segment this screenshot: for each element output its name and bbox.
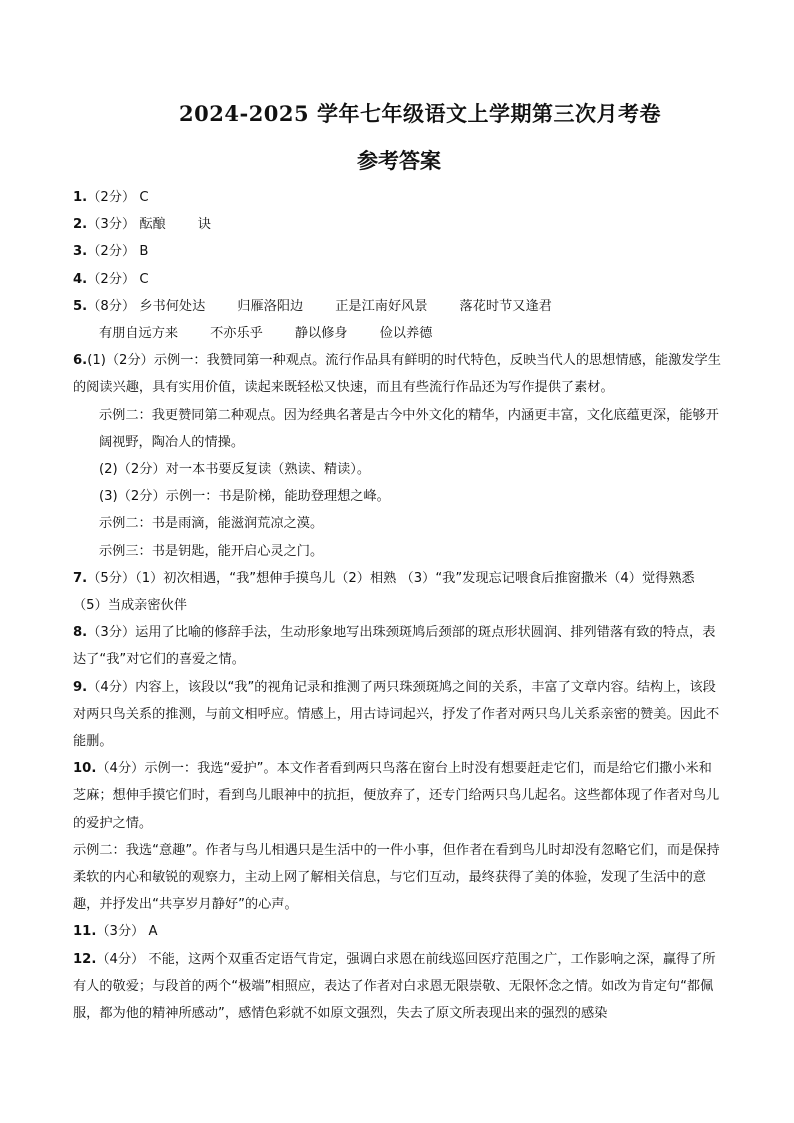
answer-text: （2分） C — [87, 271, 149, 287]
answer-text: （4分）示例一：我选“爱护”。本文作者看到两只鸟落在窗台上时没有想要赶走它们，而是给它们撒小米和芝麻；想伸手摸它们时，看到鸟儿眼神中的抗拒，便放弃了，还专门给两只鸟儿起名。这些都体现了作者对鸟儿的爱护之情。 — [73, 761, 720, 831]
poem-line: 有朋自远方来 — [99, 326, 179, 342]
answer-number: 7. — [73, 570, 88, 586]
answer-text: (2)（2分）对一本书要反复读（熟读、精读）。 — [99, 462, 371, 478]
poem-line: 静以修身 — [294, 326, 348, 342]
answer-number: 3. — [73, 244, 88, 260]
answer-text: 示例二：我选“意趣”。作者与鸟儿相遇只是生活中的一件小事，但作者在看到鸟儿时却没有忽略它们，而是保持柔软的内心和敏锐的观察力，主动上网了解相关信息，与它们互动，最终获得了美的体验，发现了生活中的意趣，并抒发出“共享岁月静好”的心声。 — [73, 842, 720, 913]
answer-number: 4. — [73, 271, 88, 287]
answer-number: 10. — [73, 761, 97, 777]
answer-6-part-3 — [73, 483, 723, 510]
answer-text: （3分） 酝酿 — [87, 217, 166, 233]
answer-text: （8分） 乡书何处达 — [87, 298, 206, 314]
answer-4 — [73, 266, 723, 293]
document-title: 2024-2025 学年七年级语文上学期第三次月考卷 — [179, 101, 661, 126]
answer-12 — [73, 946, 723, 1028]
answer-10 — [73, 755, 723, 837]
answer-text: （5分）（1）初次相遇，“我”想伸手摸鸟儿（2）相熟 （3）“我”发现忘记喂食后推窗撒米（4）觉得熟悉 （5）当成亲密伙伴 — [73, 570, 695, 614]
answer-text: （4分）内容上，该段以“我”的视角记录和推测了两只珠颈斑鸠之间的关系，丰富了文章内容。结构上，该段对两只鸟关系的推测，与前文相呼应。情感上，用古诗词起兴，抒发了作者对两只鸟儿关系亲密的赞美。因此不能删。 — [73, 679, 720, 750]
answer-text: (1)（2分）示例一：我赞同第一种观点。流行作品具有鲜明的时代特色，反映当代人的思想情感，能激发学生的阅读兴趣，具有实用价值，读起来既轻松又快速，而且有些流行作品还为写作提供了素材。 — [73, 353, 721, 396]
answer-number: 11. — [73, 924, 97, 940]
document-subtitle: 参考答案 — [357, 148, 441, 173]
answer-1 — [73, 184, 723, 211]
answer-text: （4分） 不能，这两个双重否定语气肯定，强调白求恩在前线巡回医疗范围之广，工作影响之深，赢得了所有人的敬爱；与段首的两个“极端”相照应，表达了作者对白求恩无限崇敬、无限怀念之情。如改为肯定句“都佩服，都为他的精神所感动”，感情色彩就不如原文强烈，失去了原文所表现出来的强烈的感染 — [73, 951, 716, 1022]
answer-text: （2分） C — [87, 190, 149, 205]
answer-text: 示例三：书是钥匙，能开启心灵之门。 — [99, 543, 324, 559]
answer-6 — [73, 347, 723, 401]
answer-number: 5. — [73, 298, 88, 314]
answer-text: 示例二：我更赞同第二种观点。因为经典名著是古今中外文化的精华，内涵更丰富，文化底蕴更深，能够开阔视野，陶冶人的情操。 — [99, 407, 719, 450]
answer-11 — [73, 918, 723, 945]
answer-6-part-3-example-2 — [73, 510, 723, 537]
answer-5 — [73, 293, 723, 320]
poem-line: 不亦乐乎 — [210, 326, 263, 342]
answer-number: 12. — [73, 951, 97, 967]
answer-10-example-2 — [73, 837, 723, 919]
answer-text: 示例二：书是雨滴，能滋润荒凉之漠。 — [99, 516, 324, 532]
answer-3 — [73, 238, 723, 265]
answer-8 — [73, 619, 723, 673]
answer-text-extra: 诀 — [197, 217, 211, 233]
answer-text: （3分）运用了比喻的修辞手法，生动形象地写出珠颈斑鸠后颈部的斑点形状圆润、排列错落有致的特点，表达了“我”对它们的喜爱之情。 — [73, 625, 716, 668]
answer-9 — [73, 674, 723, 756]
poem-line: 归雁洛阳边 — [237, 298, 304, 314]
answer-text: （2分） B — [87, 244, 149, 260]
poem-line: 落花时节又逢君 — [459, 298, 552, 314]
poem-line: 俭以养德 — [379, 326, 433, 342]
answer-6-example-2 — [73, 402, 723, 456]
answer-number: 6. — [73, 353, 88, 369]
answer-text: （3分） A — [96, 924, 158, 940]
answer-6-part-3-example-3 — [73, 538, 723, 565]
answer-6-part-2 — [73, 456, 723, 483]
poem-line: 正是江南好风景 — [335, 298, 428, 314]
answer-2 — [73, 211, 723, 238]
answer-number: 8. — [73, 625, 88, 641]
answer-list — [73, 184, 723, 1027]
answer-text: (3)（2分）示例一：书是阶梯，能助登理想之峰。 — [99, 489, 390, 505]
answer-number: 2. — [73, 217, 88, 233]
answer-5-continued — [73, 320, 723, 347]
answer-number: 1. — [73, 190, 88, 205]
answer-7 — [73, 565, 723, 619]
answer-number: 9. — [73, 679, 88, 695]
